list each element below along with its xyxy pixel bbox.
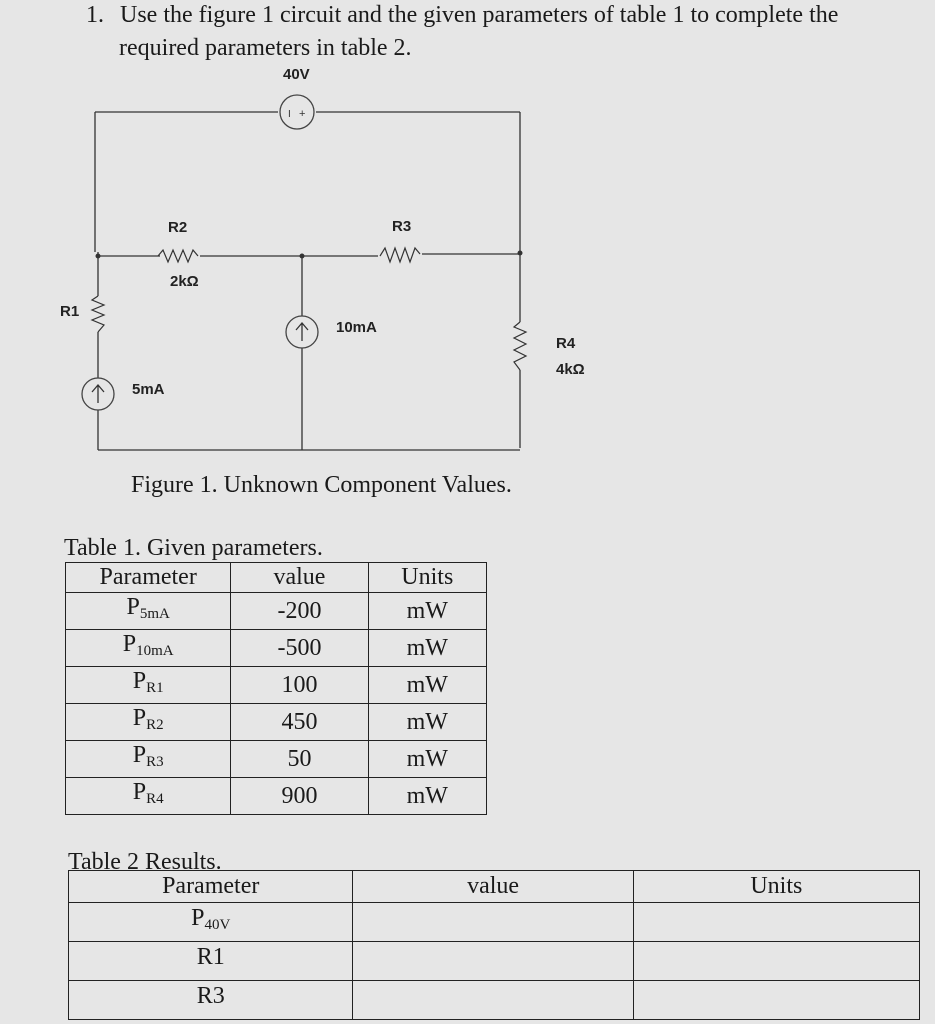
table-row bbox=[66, 630, 487, 667]
table1-title: Table 1. Given parameters. bbox=[64, 535, 323, 561]
junction-dot bbox=[300, 254, 305, 259]
table2 bbox=[68, 870, 920, 1020]
r4-value: 4kΩ bbox=[556, 361, 585, 378]
table1-units: mW bbox=[368, 630, 486, 667]
table1-param: $P_{R4}$ bbox=[66, 778, 231, 815]
figure-caption: Figure 1. Unknown Component Values. bbox=[131, 472, 512, 498]
table1-header-parameter: Parameter bbox=[66, 563, 231, 593]
question-text-2: required parameters in table 2. bbox=[119, 35, 412, 61]
table2-header-parameter: Parameter bbox=[69, 871, 353, 903]
table1-value: -500 bbox=[231, 630, 368, 667]
question-number: 1. bbox=[86, 2, 104, 28]
table1-value: 50 bbox=[231, 741, 368, 778]
r2-resistor-icon bbox=[158, 250, 198, 262]
table2-title: Table 2 Results. bbox=[68, 849, 222, 875]
table1-value: 100 bbox=[231, 667, 368, 704]
junction-dot bbox=[96, 254, 101, 259]
table2-value-cell[interactable] bbox=[353, 903, 633, 942]
table-row bbox=[66, 667, 487, 704]
table2-units-cell[interactable] bbox=[633, 903, 919, 942]
table1 bbox=[65, 562, 487, 815]
table2-units-cell[interactable] bbox=[633, 942, 919, 981]
table2-value-cell[interactable] bbox=[353, 942, 633, 981]
table1-units: mW bbox=[368, 778, 486, 815]
table1-header-row bbox=[66, 563, 487, 593]
table-row bbox=[69, 981, 920, 1020]
table1-param: $P_{5mA}$ bbox=[66, 593, 231, 630]
circuit-diagram bbox=[0, 60, 935, 480]
table1-header-value: value bbox=[231, 563, 368, 593]
table1-units: mW bbox=[368, 704, 486, 741]
r4-label: R4 bbox=[556, 335, 576, 352]
table-row bbox=[69, 942, 920, 981]
junction-dot bbox=[518, 251, 523, 256]
r4-resistor-icon bbox=[514, 322, 526, 370]
table-row bbox=[66, 741, 487, 778]
table1-units: mW bbox=[368, 593, 486, 630]
table-row bbox=[69, 903, 920, 942]
table-row bbox=[66, 704, 487, 741]
table2-header-value: value bbox=[353, 871, 633, 903]
r1-resistor-icon bbox=[92, 296, 104, 332]
svg-text:+: + bbox=[299, 108, 306, 120]
table2-header-units: Units bbox=[633, 871, 919, 903]
table2-units-cell[interactable] bbox=[633, 981, 919, 1020]
svg-text:I: I bbox=[288, 109, 291, 120]
current-5ma-label: 5mA bbox=[132, 381, 165, 398]
r3-resistor-icon bbox=[380, 248, 420, 262]
r2-value: 2kΩ bbox=[170, 273, 199, 290]
r2-label: R2 bbox=[168, 219, 188, 236]
r1-label: R1 bbox=[60, 303, 80, 320]
table2-value-cell[interactable] bbox=[353, 981, 633, 1020]
table1-param: $P_{10mA}$ bbox=[66, 630, 231, 667]
table2-header-row bbox=[69, 871, 920, 903]
table1-param: $P_{R3}$ bbox=[66, 741, 231, 778]
wire-mid-top bbox=[98, 254, 520, 256]
voltage-source-icon bbox=[280, 95, 314, 129]
question-text-1: Use the figure 1 circuit and the given parameters of table 1 to complete the bbox=[120, 2, 839, 28]
table2-param: R3 bbox=[69, 981, 353, 1020]
table1-param: $P_{R2}$ bbox=[66, 704, 231, 741]
table1-header-units: Units bbox=[368, 563, 486, 593]
table2-param: R1 bbox=[69, 942, 353, 981]
table-row bbox=[66, 593, 487, 630]
table2-param: $P_{40V}$ bbox=[69, 903, 353, 942]
r3-label: R3 bbox=[392, 218, 412, 235]
table-row bbox=[66, 778, 487, 815]
current-10ma-label: 10mA bbox=[336, 319, 377, 336]
question-line-1 bbox=[86, 2, 838, 29]
table1-param: $P_{R1}$ bbox=[66, 667, 231, 704]
table1-units: mW bbox=[368, 741, 486, 778]
table1-value: 450 bbox=[231, 704, 368, 741]
table1-value: -200 bbox=[231, 593, 368, 630]
table1-units: mW bbox=[368, 667, 486, 704]
table1-value: 900 bbox=[231, 778, 368, 815]
source-voltage-label: 40V bbox=[283, 66, 310, 83]
